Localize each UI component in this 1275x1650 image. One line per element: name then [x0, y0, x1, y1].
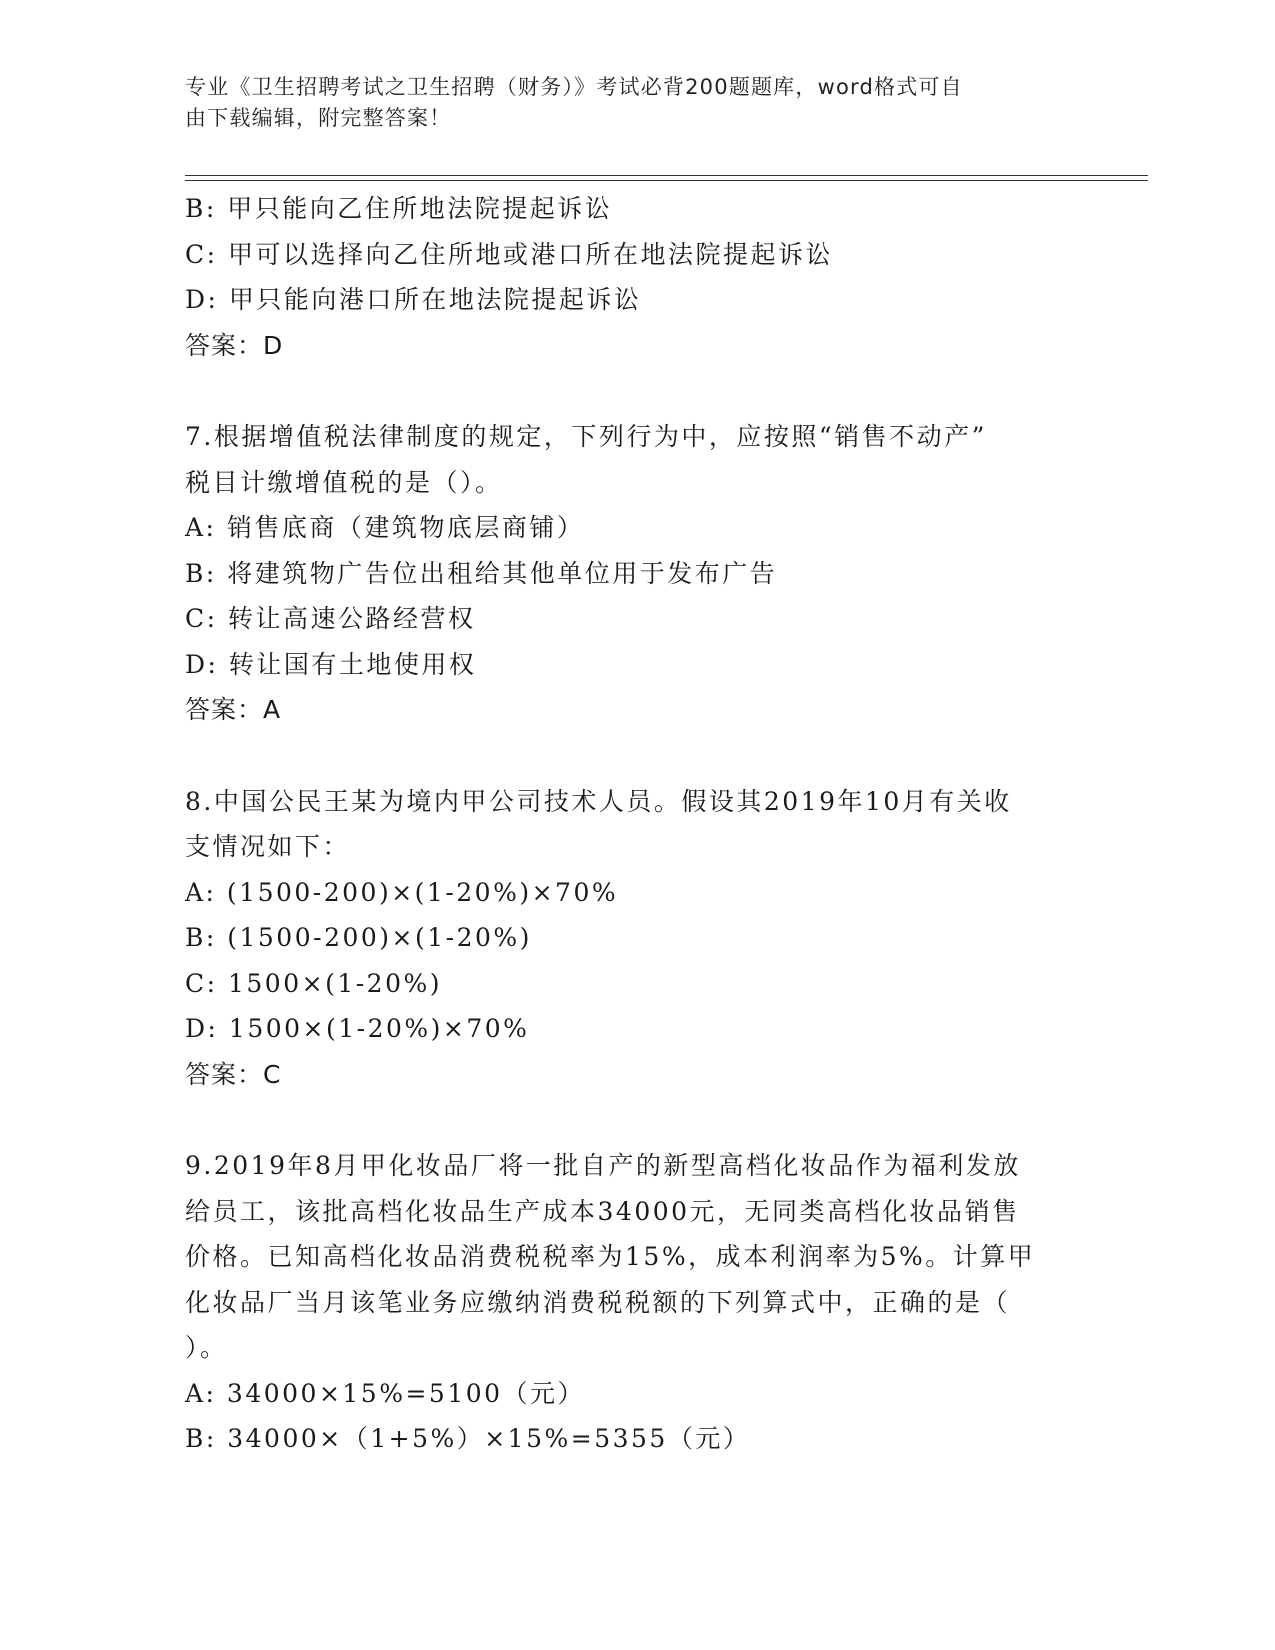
option-b: B: (1500-200)×(1-20%) [185, 923, 532, 952]
question-6 [185, 186, 1065, 368]
question-7 [185, 414, 1065, 733]
option-a: A: 销售底商（建筑物底层商铺） [185, 513, 585, 542]
option-a: A: (1500-200)×(1-20%)×70% [185, 877, 619, 907]
option-c: C: 甲可以选择向乙住所地或港口所在地法院提起诉讼 [185, 239, 834, 269]
option-d: D: 转让国有土地使用权 [185, 649, 477, 679]
document-header [185, 72, 1065, 134]
header-line-1: 专业《卫生招聘考试之卫生招聘（财务）》考试必背200题题库，word格式可自 [185, 75, 963, 99]
question-text-line: 支情况如下： [185, 832, 351, 861]
option-b: B: 34000×（1+5%）×15%=5355（元） [185, 1424, 751, 1453]
question-text-line: 价格。已知高档化妆品消费税税率为15%，成本利润率为5%。计算甲 [185, 1242, 1036, 1271]
option-b: B: 甲只能向乙住所地法院提起诉讼 [185, 194, 613, 223]
question-8 [185, 779, 1065, 1098]
header-divider-bottom [185, 180, 1148, 181]
question-text-line: 化妆品厂当月该笔业务应缴纳消费税税额的下列算式中，正确的是（ [185, 1287, 1011, 1317]
answer: 答案：C [185, 1059, 282, 1089]
header-line-2: 由下载编辑，附完整答案！ [185, 106, 452, 130]
question-text-line: 8.中国公民王某为境内甲公司技术人员。假设其2019年10月有关收 [185, 786, 1012, 816]
option-c: C: 1500×(1-20%) [185, 968, 442, 998]
question-text-line: 7.根据增值税法律制度的规定，下列行为中，应按照“销售不动产” [185, 422, 987, 451]
question-text-line: 给员工，该批高档化妆品生产成本34000元，无同类高档化妆品销售 [185, 1196, 1020, 1226]
option-d: D: 1500×(1-20%)×70% [185, 1014, 530, 1043]
question-text-line: 9.2019年8月甲化妆品厂将一批自产的新型高档化妆品作为福利发放 [185, 1151, 1021, 1180]
question-content [185, 186, 1065, 1462]
option-d: D: 甲只能向港口所在地法院提起诉讼 [185, 285, 642, 314]
option-b: B: 将建筑物广告位出租给其他单位用于发布广告 [185, 558, 778, 588]
header-divider-top [185, 175, 1148, 176]
question-text-line: 税目计缴增值税的是（）。 [185, 467, 503, 497]
question-text-line: ）。 [185, 1333, 228, 1362]
answer: 答案：A [185, 695, 282, 724]
question-9 [185, 1143, 1065, 1462]
option-c: C: 转让高速公路经营权 [185, 604, 476, 633]
option-a: A: 34000×15%=5100（元） [185, 1378, 586, 1408]
answer: 答案：D [185, 330, 284, 360]
